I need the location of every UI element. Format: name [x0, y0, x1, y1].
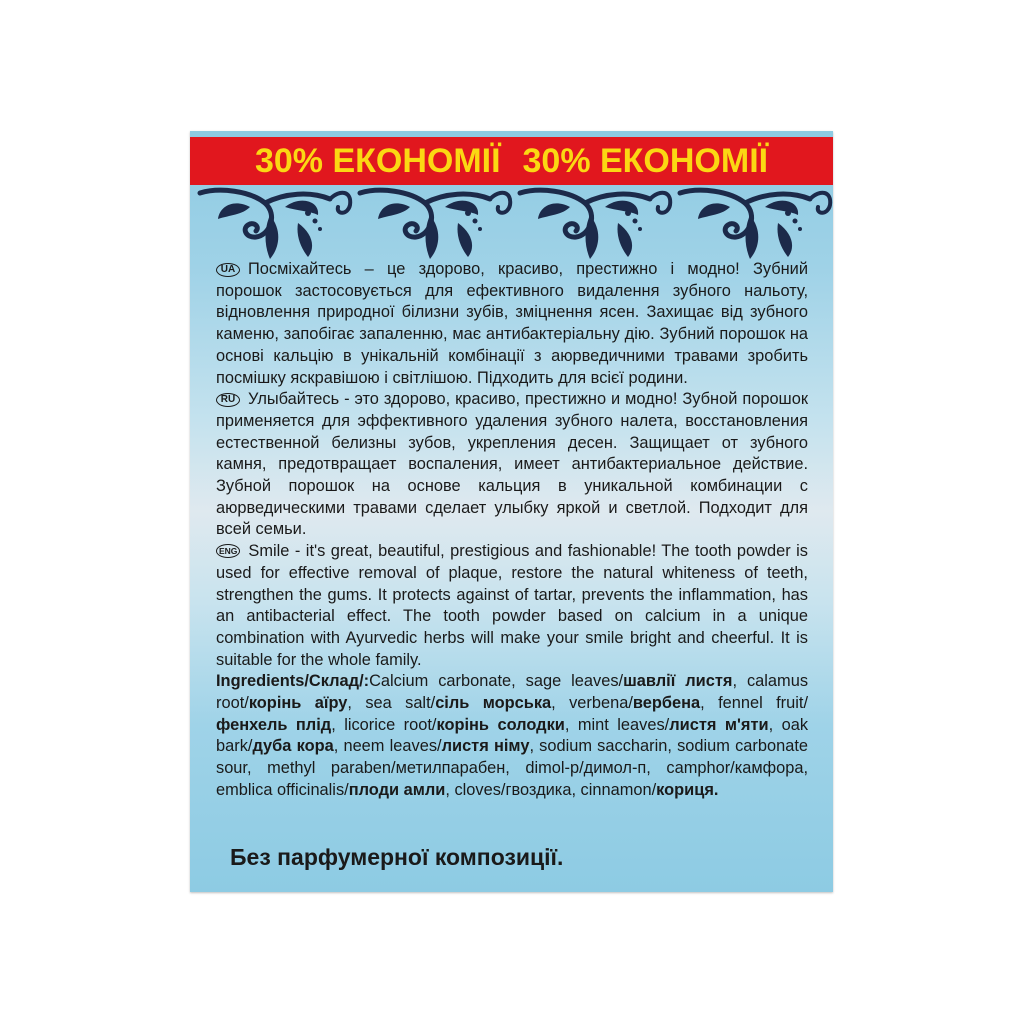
ingredient: dimol-p/димол-п [525, 759, 647, 778]
ingredient: emblica officinalis/ [216, 780, 349, 799]
description-ru [216, 389, 808, 541]
ingredient-ua: дуба кора [252, 737, 334, 756]
ingredient: sea salt/ [365, 694, 436, 713]
ingredient: cloves/гвоздика [454, 780, 572, 799]
description-ua [216, 259, 808, 389]
ingredient: licorice root/ [344, 715, 437, 734]
ingredient: calamus root/ [216, 672, 809, 713]
ingredient-ua: шавлії листя [623, 672, 733, 691]
ingredient: sodium carbonate sour [216, 737, 808, 778]
ingredient: oak bark/ [216, 715, 809, 756]
ingredient-ua: листя німу [441, 737, 530, 756]
ingredients-list: Ingredients/Склад/:Calcium carbonate, sage leaves/шавлії листя, calamus root/корінь аїру, sea salt/сіль морська, verbena/вербена, fennel fruit/фенхель плід, licorice root/корінь солодки, mint leaves/листя м'яти, oak bark/дуба кора, neem leaves/листя німу, sodium saccharin, sodium carbonate sour, methyl paraben/метилпарабен, dimol-p/димол-п, camphor/камфора, emblica officinalis/плоди амли, cloves/гвоздика, cinnamon/кориця. [216, 672, 809, 799]
ingredients-label: Ingredients/Склад/: [216, 672, 370, 691]
description-text: Smile - it's great, beautiful, prestigious and fashionable! The tooth powder is used for effective removal of plaque, restore the natural whiteness of teeth, strengthen the gums. It protects against of tartar, prevents the inflammation, has an antibacterial effect. The tooth powder based on calcium in a unique combination with Ayurvedic herbs will make your smile bright and cheerful. It is suitable for the whole family. [216, 542, 808, 669]
ingredient: mint leaves/ [577, 715, 670, 734]
ingredient-ua: сіль морська [435, 694, 552, 713]
ingredient: sage leaves/ [525, 672, 624, 691]
ingredient: Calcium carbonate [369, 672, 512, 691]
savings-label: 30% ЕКОНОМІЇ [522, 141, 769, 180]
savings-label: 30% ЕКОНОМІЇ [254, 141, 501, 180]
description-eng [216, 541, 808, 671]
ingredient-ua: кориця. [656, 780, 719, 799]
product-description [216, 259, 808, 802]
description-text: Посміхайтесь – це здорово, красиво, престижно і модно! Зубний порошок застосовується для ефективного видалення зубного нальоту, відновлення природної білизни зубів, зміцнення ясен. Захищає від зубного каменю, запобігає запаленню, має антибактеріальну дію. Зубний порошок на основі кальцію в унікальній комбінації з аюрведичними травами зробить посмішку яскравішою і світлішою. Підходить для всієї родини. [216, 260, 808, 387]
ingredient: cinnamon/ [580, 780, 657, 799]
ingredient-ua: листя м'яти [669, 715, 769, 734]
description-text: Улыбайтесь - это здорово, красиво, престижно и модно! Зубной порошок применяется для эффективного удаления зубного налета, восстановления естественной белизны зубов, укрепления десен. Защищает от зубного камня, предотвращает воспаления, имеет антибактериальное действие. Зубной порошок на основе кальция в уникальной комбинации с аюрведическими травами сделает улыбку яркой и светлой. Подходит для всей семьи. [216, 390, 808, 539]
ingredient: neem leaves/ [343, 737, 442, 756]
no-perfume-note: Без парфумерної композиції. [230, 844, 564, 870]
ingredient-ua: вербена [632, 694, 701, 713]
ingredient-ua: корінь аїру [248, 694, 348, 713]
lang-badge-eng: ENG [216, 544, 240, 558]
product-package-panel [190, 131, 833, 892]
floral-scroll-ornament-icon [190, 185, 833, 265]
ingredient-ua: фенхель плід [216, 715, 332, 734]
ingredient-ua: корінь солодки [436, 715, 565, 734]
lang-badge-ru: RU [216, 393, 240, 407]
ingredient: camphor/камфора [666, 759, 804, 778]
ingredient: verbena/ [569, 694, 633, 713]
savings-banner [190, 137, 833, 185]
ingredient-ua: плоди амли [348, 780, 446, 799]
lang-badge-ua: UA [216, 263, 240, 277]
ingredient: methyl paraben/метилпарабен [267, 759, 506, 778]
ingredient: sodium saccharin [539, 737, 668, 756]
ingredient: fennel fruit/ [718, 694, 809, 713]
